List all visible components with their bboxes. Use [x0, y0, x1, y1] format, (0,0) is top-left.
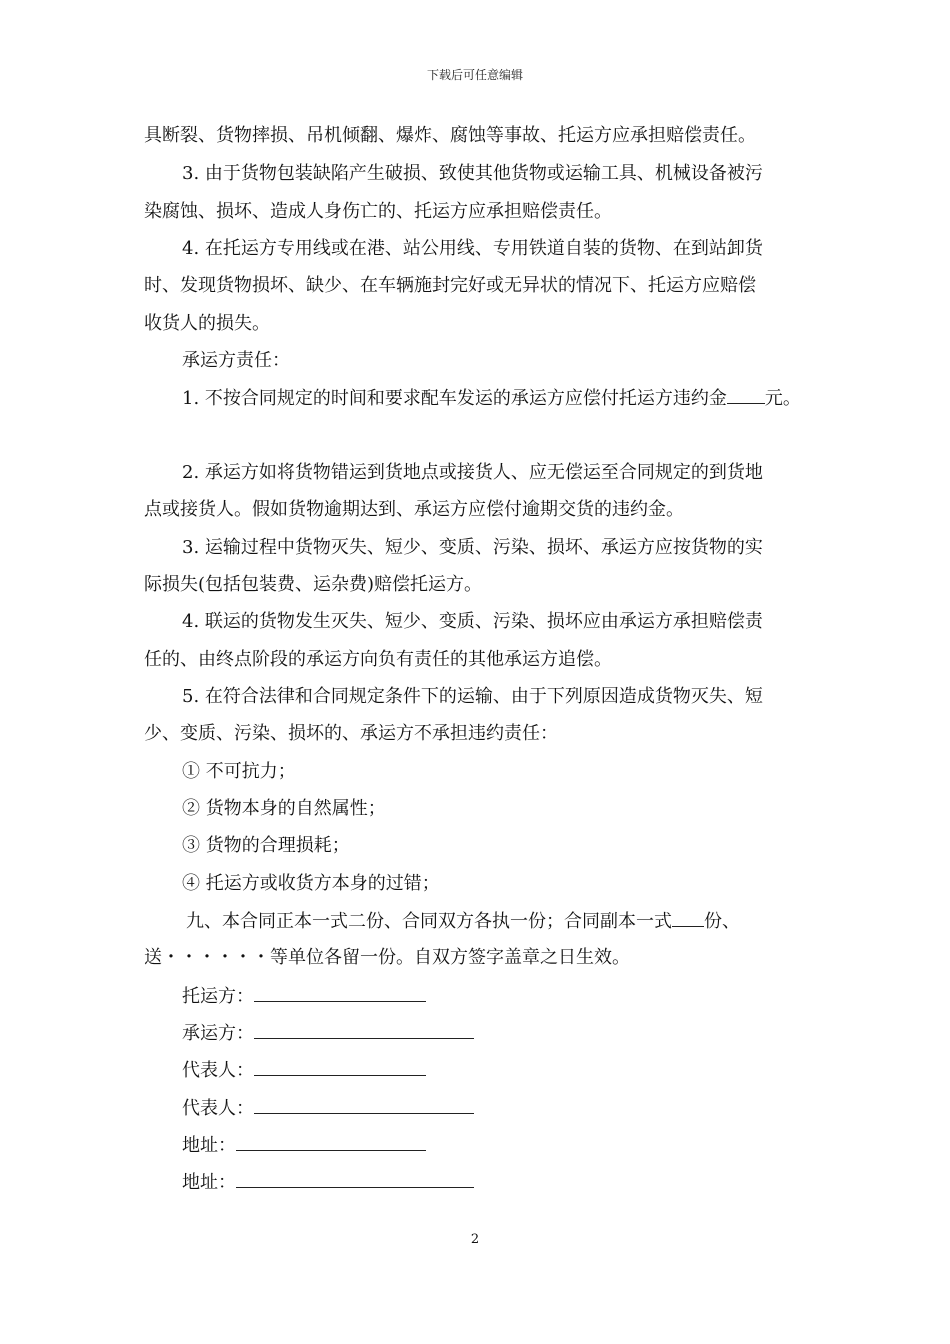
paragraph-line: 染腐蚀、损坏、造成人身伤亡的、托运方应承担赔偿责任。	[144, 201, 612, 222]
signature-line	[182, 1058, 426, 1083]
signature-blank	[254, 984, 426, 1002]
paragraph-line: 任的、由终点阶段的承运方向负有责任的其他承运方追偿。	[144, 649, 612, 670]
paragraph-text: 元。	[764, 388, 801, 409]
paragraph-line: 2. 承运方如将货物错运到货地点或接货人、应无偿运至合同规定的到货地	[182, 462, 763, 483]
paragraph-text: 1. 不按合同规定的时间和要求配车发运的承运方应偿付托运方违约金	[182, 388, 727, 409]
paragraph-line: 收货人的损失。	[144, 313, 270, 334]
signature-blank	[236, 1133, 426, 1151]
paragraph-line: 送・・・・・・等单位各留一份。自双方签字盖章之日生效。	[144, 947, 630, 968]
list-item: ④ 托运方或收货方本身的过错；	[182, 873, 440, 894]
paragraph-text: 九、本合同正本一式二份、合同双方各执一份；合同副本一式	[186, 911, 672, 932]
signature-line	[182, 1170, 474, 1195]
signature-label: 代表人：	[182, 1098, 254, 1119]
paragraph-line	[186, 909, 740, 934]
paragraph-line: 具断裂、货物摔损、吊机倾翻、爆炸、腐蚀等事故、托运方应承担赔偿责任。	[144, 125, 756, 146]
signature-blank	[254, 1096, 474, 1114]
page-number: 2	[470, 1232, 480, 1247]
paragraph-line: 3. 运输过程中货物灭失、短少、变质、污染、损坏、承运方应按货物的实	[182, 537, 763, 558]
paragraph-text: 份、	[704, 911, 740, 932]
blank-underline	[727, 386, 765, 404]
signature-label: 地址：	[182, 1172, 236, 1193]
paragraph-line	[182, 386, 801, 411]
paragraph-line: 5. 在符合法律和合同规定条件下的运输、由于下列原因造成货物灭失、短	[182, 686, 763, 707]
signature-line	[182, 984, 426, 1009]
signature-line	[182, 1133, 426, 1158]
paragraph-line: 时、发现货物损坏、缺少、在车辆施封完好或无异状的情况下、托运方应赔偿	[144, 275, 756, 296]
signature-label: 代表人：	[182, 1060, 254, 1081]
signature-blank	[254, 1021, 474, 1039]
list-item: ① 不可抗力；	[182, 761, 296, 782]
paragraph-line: 4. 联运的货物发生灭失、短少、变质、污染、损坏应由承运方承担赔偿责	[182, 611, 763, 632]
paragraph-line: 少、变质、污染、损坏的、承运方不承担违约责任：	[144, 723, 558, 744]
paragraph-line: 点或接货人。假如货物逾期达到、承运方应偿付逾期交货的违约金。	[144, 499, 684, 520]
list-item: ③ 货物的合理损耗；	[182, 835, 350, 856]
paragraph-line: 际损失(包括包装费、运杂费)赔偿托运方。	[144, 574, 483, 595]
signature-line	[182, 1021, 474, 1046]
section-heading: 承运方责任：	[182, 350, 290, 371]
signature-label: 地址：	[182, 1135, 236, 1156]
paragraph-line: 3. 由于货物包装缺陷产生破损、致使其他货物或运输工具、机械设备被污	[182, 163, 763, 184]
blank-underline	[672, 909, 704, 927]
signature-label: 承运方：	[182, 1023, 254, 1044]
list-item: ② 货物本身的自然属性；	[182, 798, 386, 819]
signature-label: 托运方：	[182, 986, 254, 1007]
signature-blank	[254, 1058, 426, 1076]
signature-blank	[236, 1170, 474, 1188]
paragraph-line: 4. 在托运方专用线或在港、站公用线、专用铁道自装的货物、在到站卸货	[182, 238, 763, 259]
signature-line	[182, 1096, 474, 1121]
page-header: 下载后可任意编辑	[426, 68, 523, 82]
